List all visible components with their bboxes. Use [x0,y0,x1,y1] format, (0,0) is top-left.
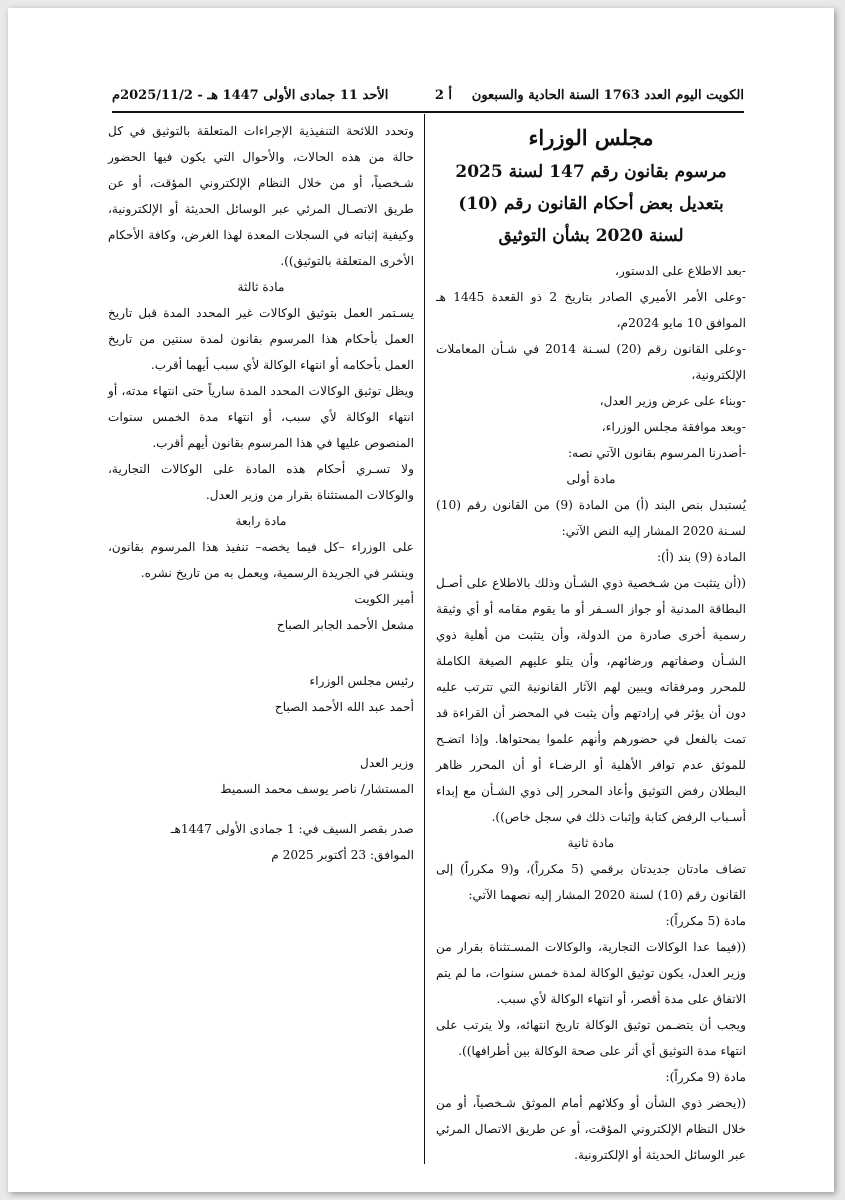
article-text: ولا تسـري أحكام هذه المادة على الوكالات التجارية، والوكالات المستثناة بقرار من وزير العدل. [108,462,414,502]
article-title: مادة ثانية [567,836,615,850]
signatory-name: أحمد عبد الله الأحمد الصباح [274,700,414,714]
signatory-title: أمير الكويت [354,592,414,606]
signatory-name: مشعل الأحمد الجابر الصباح [276,618,414,632]
preamble-line: -بعد الاطلاع على الدستور، [615,264,746,278]
header-rule [112,111,744,113]
article-label: مادة (9 مكرراً): [665,1070,746,1084]
article-title: مادة رابعة [235,514,287,528]
article-text: على الوزراء –كل فيما يخصه– تنفيذ هذا المرسوم بقانون، وينشر في الجريدة الرسمية، ويعمل به من تاريخ نشره. [108,540,414,580]
article-title: مادة أولى [566,472,616,486]
decree-title-line: لسنة 2020 بشأن التوثيق [498,226,684,246]
header-page-number: أ 2 [434,88,452,103]
article-text: ((يحضر ذوي الشأن أو وكلائهم أمام الموثق شـخصياً، أو من خلال النظام الإلكتروني المؤقت، أو عن طريق الاتصال المرئي عبر الوسائل الحديثة أو الإلكترونية. [436,1096,746,1162]
issue-gregorian-date: الموافق: 23 أكتوبر 2025 م [271,848,414,862]
right-column [436,120,746,1168]
preamble-line: -وبعد موافقة مجلس الوزراء، [601,420,746,434]
header-issue: الكويت اليوم العدد 1763 السنة الحادية والسبعون [471,88,744,103]
preamble-line: -وعلى القانون رقم (20) لسـنة 2014 في شـأن المعاملات الإلكترونية، [436,342,746,382]
article-text: ويظل توثيق الوكالات المحدد المدة سارياً حتى انتهاء مدته، أو انتهاء الوكالة لأي سبب، أو انتهاء مدة الخمس سنوات المنصوص عليها في هذا المرسوم بقانون أيهم أقرب. [108,384,414,450]
page-header [112,88,744,112]
signatory-title: وزير العدل [360,756,414,770]
decree-title-line: بتعديل بعض أحكام القانون رقم (10) [458,194,724,214]
issue-place-date: صدر بقصر السيف في: 1 جمادى الأولى 1447هـ [170,822,414,836]
decree-title-line: مرسوم بقانون رقم 147 لسنة 2025 [455,162,727,182]
article-text: يسـتمر العمل بتوثيق الوكالات غير المحدد المدة قبل تاريخ العمل بأحكام هذا المرسوم بقانون لمدة سنتين من تاريخ العمل بأحكامه أو انتهاء الوكالة لأي سبب أيهما أقرب. [108,306,414,372]
header-date: الأحد 11 جمادى الأولى 1447 هـ - 2025/11/2م [112,88,389,103]
article-text: ((فيما عدا الوكالات التجارية، والوكالات المسـتثناة بقرار من وزير العدل، يكون توثيق الوكالة لمدة خمس سنوات، ما لم يتم الاتفاق على مدة أقصر، أو انتهاء الوكالة لأي سبب. [436,940,746,1006]
article-text: ((أن يتثبت من شـخصية ذوي الشـأن وذلك بالاطلاع على أصـل البطاقة المدنية أو جواز السـفر أو ما يقوم مقامه أو أي وثيقة رسمية أخرى صادرة من الدولة، وأن يتثبت من أهلية ذوي الشـأن وصفاتهم ورضائهم، وأن يتلو عليهم الصيغة الكاملة للمحرر ومرفقاته ويبين لهم الآثار القانونية التي تترتب عليه دون أن يؤثر في إرادتهم وأن يثبت في المحضر أن القراءة قد تمت بالفعل في حضورهم وأنهم علموا بمحتواها. وإذا اتضـح للموثق عدم توافر الأهلية أو الرضـاء أو أن المحرر ظاهر البطلان رفض التوثيق وأعاد المحرر إلى ذوي الشـأن مع إبداء أسـباب الرفض كتابة وإثبات ذلك في سجل خاص)). [436,576,746,824]
preamble-line: -أصدرنا المرسوم بقانون الآتي نصه: [567,446,746,460]
article-text: وتحدد اللائحة التنفيذية الإجراءات المتعلقة بالتوثيق في كل حالة من هذه الحالات، والأحوال التي يكون فيها الحضور شـخصياً، أو من خلال النظام الإلكتروني المؤقت، أو عن طريق الاتصـال المرئي عبر الوسائل الحديثة أو الإلكترونية، وكيفية إثباته في السجلات المعدة لهذا الغرض، وكافة الأحكام الأخرى المتعلقة بالتوثيق)). [108,124,414,268]
article-intro: يُستبدل بنص البند (أ) من المادة (9) من القانون رقم (10) لسـنة 2020 المشار إليه النص الآتي: [436,498,746,538]
left-column [108,118,414,868]
article-intro: تضاف مادتان جديدتان برقمي (5 مكرراً)، و(9 مكرراً) إلى القانون رقم (10) لسنة 2020 المشار إليه نصهما الآتي: [436,862,746,902]
signatory-title: رئيس مجلس الوزراء [309,674,414,688]
preamble-line: -وبناء على عرض وزير العدل، [599,394,746,408]
article-label: مادة (5 مكرراً): [665,914,746,928]
section-heading: مجلس الوزراء [528,125,654,150]
gazette-page [8,8,834,1192]
preamble-line: -وعلى الأمر الأميري الصادر بتاريخ 2 ذو القعدة 1445 هـ الموافق 10 مايو 2024م، [436,290,746,330]
article-text: ويجب أن يتضـمن توثيق الوكالة تاريخ انتهائه، ولا يترتب على انتهاء مدة التوثيق أي أثر على صحة الوكالة بين أطرافها)). [436,1018,746,1058]
column-divider [424,114,425,1164]
article-title: مادة ثالثة [237,280,285,294]
article-label: المادة (9) بند (أ): [656,550,746,564]
signatory-name: المستشار/ ناصر يوسف محمد السميط [220,782,414,796]
